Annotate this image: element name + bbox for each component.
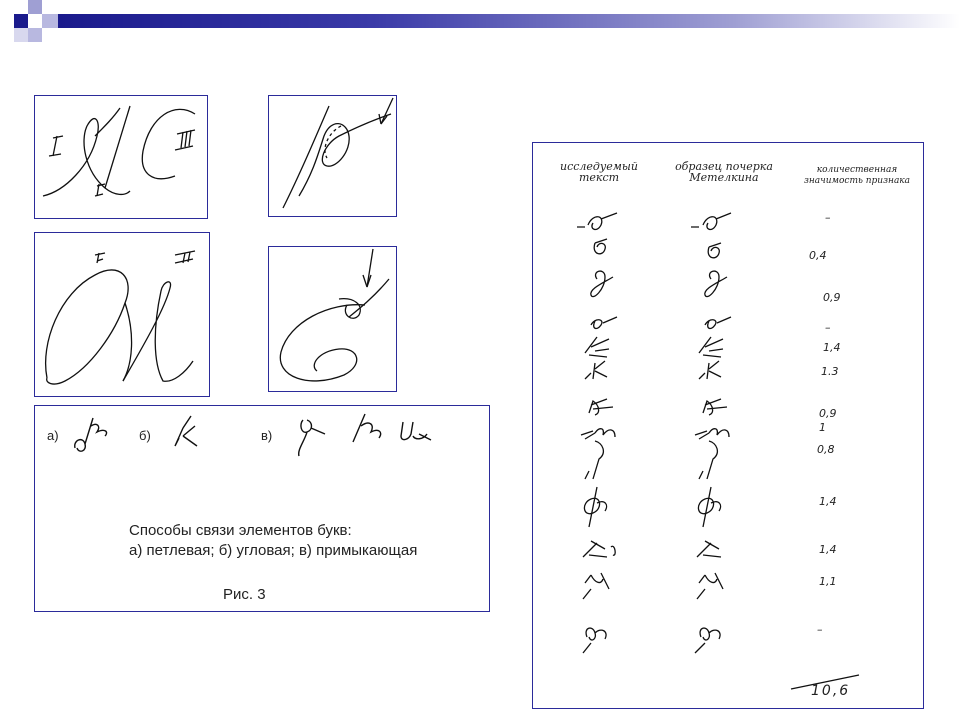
significance-value: 1.3 — [821, 365, 839, 378]
significance-value: 0,9 — [823, 291, 841, 304]
significance-value: 1 — [819, 421, 826, 434]
significance-value: 1,4 — [819, 495, 837, 508]
significance-total: 10,6 — [811, 683, 851, 699]
glyph-row — [585, 361, 721, 379]
significance-value: 1,1 — [819, 575, 837, 588]
glyph-row — [594, 239, 721, 258]
header-line: количественная — [816, 165, 898, 175]
corner-square-dark — [14, 14, 28, 28]
corner-square-light — [14, 28, 28, 42]
glyph-row — [583, 628, 720, 653]
title-bar-gradient — [58, 14, 960, 28]
significance-value: 0,9 — [819, 407, 837, 420]
corner-square-light — [42, 14, 58, 28]
comparison-table — [532, 142, 924, 709]
figure-panel — [34, 405, 490, 612]
significance-value: 0,8 — [817, 443, 835, 456]
header-decoration — [0, 0, 960, 54]
connection-sketches — [35, 406, 489, 476]
caption-line-1: Способы связи элементов букв: — [129, 522, 352, 539]
handwriting-glyphs — [533, 143, 923, 708]
header-line: текст — [578, 171, 620, 184]
glyph-row — [581, 429, 729, 439]
header-line: образец почерка — [675, 160, 773, 173]
glyph-row — [591, 271, 727, 297]
corner-square-light — [28, 28, 42, 42]
glyph-row — [591, 317, 731, 328]
significance-value: – — [817, 623, 823, 636]
significance-value: – — [825, 211, 831, 224]
header-line: значимость признака — [803, 176, 911, 186]
part-label-b: б) — [139, 428, 151, 443]
glyph-row — [577, 213, 731, 229]
glyph-row — [584, 487, 720, 527]
glyph-row — [585, 441, 717, 479]
handwriting-sample-2 — [268, 95, 397, 217]
glyph-row — [585, 337, 723, 357]
glyph-row — [583, 573, 723, 599]
significance-value: 1,4 — [823, 341, 841, 354]
handwriting-sample-3 — [34, 232, 210, 397]
glyph-row — [583, 541, 721, 557]
figure-label: Рис. 3 — [223, 586, 266, 603]
part-label-a: а) — [47, 428, 59, 443]
header-line: Метелкина — [689, 171, 759, 184]
handwriting-sample-1 — [34, 95, 208, 219]
significance-value: – — [825, 321, 831, 334]
significance-value: 1,4 — [819, 543, 837, 556]
part-label-v: в) — [261, 428, 273, 443]
header-line: исследуемый — [560, 160, 638, 173]
corner-square-light — [28, 0, 42, 14]
handwriting-sample-4 — [268, 246, 397, 392]
caption-line-2: а) петлевая; б) угловая; в) примыкающая — [129, 542, 418, 559]
significance-value: 0,4 — [809, 249, 827, 262]
glyph-row — [589, 399, 727, 415]
